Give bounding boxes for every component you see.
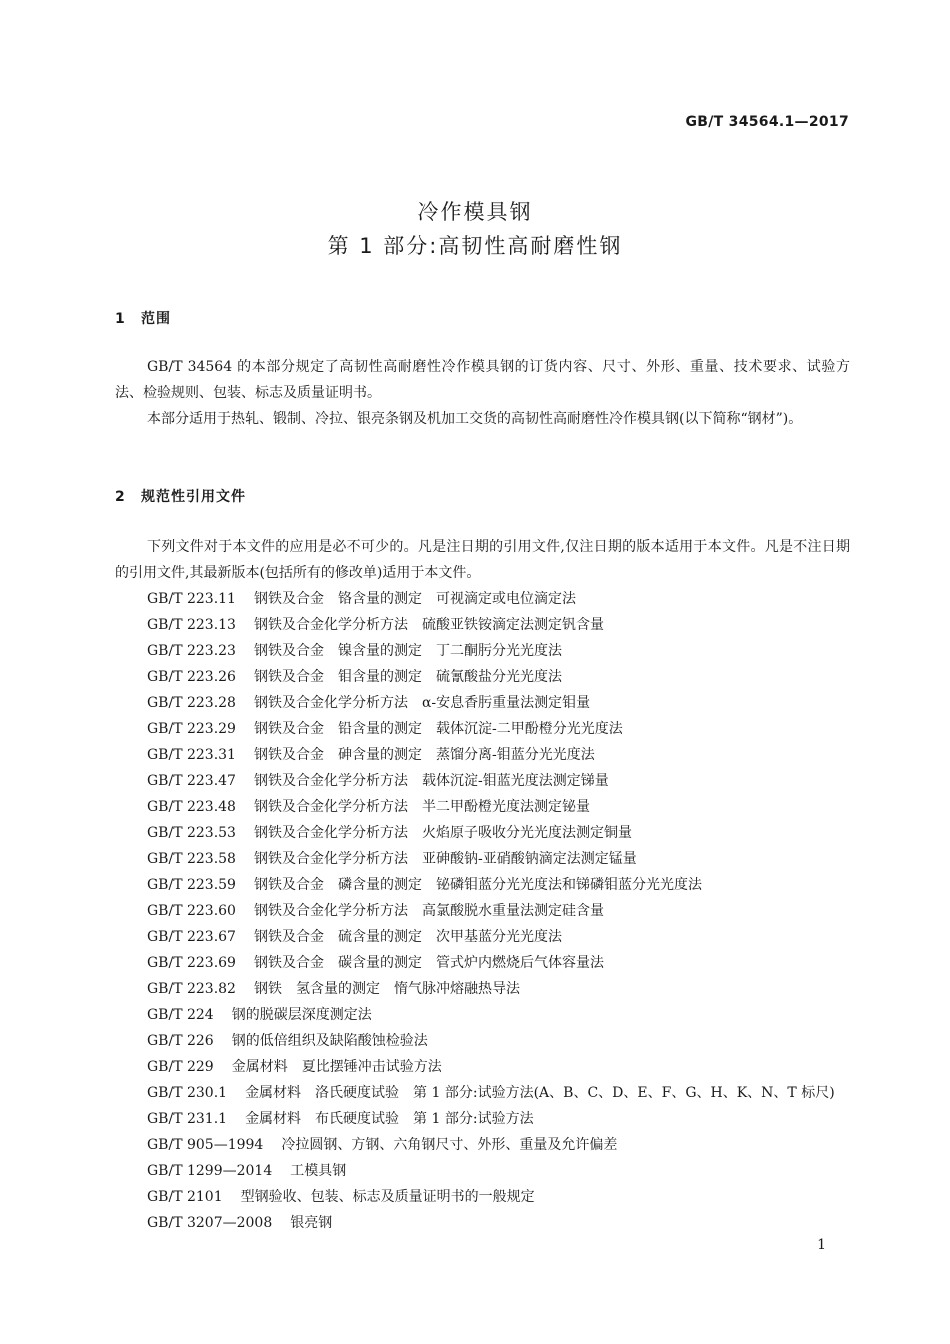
reference-code: GB/T 231.1 [147,1111,228,1127]
reference-code: GB/T 223.48 [147,799,236,815]
reference-code: GB/T 223.26 [147,669,236,685]
reference-code: GB/T 3207—2008 [147,1215,273,1231]
reference-title: 钢铁及合金 镍含量的测定 丁二酮肟分光光度法 [253,643,562,659]
reference-item [147,664,835,690]
reference-title: 型钢验收、包装、标志及质量证明书的一般规定 [240,1189,535,1205]
reference-title: 钢铁及合金化学分析方法 亚砷酸钠-亚硝酸钠滴定法测定锰量 [253,851,637,867]
reference-item [147,872,835,898]
reference-title: 钢铁及合金 砷含量的测定 蒸馏分离-钼蓝分光光度法 [253,747,595,763]
reference-title: 钢铁及合金 碳含量的测定 管式炉内燃烧后气体容量法 [253,955,604,971]
section-number: 2 [115,489,126,505]
reference-code: GB/T 223.47 [147,773,236,789]
reference-code: GB/T 223.13 [147,617,236,633]
reference-item [147,1080,835,1106]
reference-code: GB/T 2101 [147,1189,223,1205]
reference-code: GB/T 224 [147,1007,214,1023]
title-line-1: 冷作模具钢 [417,200,533,224]
section-title: 范围 [141,311,171,327]
reference-code: GB/T 223.11 [147,591,236,607]
page-number: 1 [817,1237,826,1253]
reference-code: GB/T 223.67 [147,929,236,945]
reference-title: 钢铁及合金 钼含量的测定 硫氰酸盐分光光度法 [253,669,562,685]
reference-title: 冷拉圆钢、方钢、六角钢尺寸、外形、重量及允许偏差 [281,1137,618,1153]
reference-code: GB/T 223.60 [147,903,236,919]
reference-title: 金属材料 夏比摆锤冲击试验方法 [231,1059,442,1075]
scope-paragraph-1: GB/T 34564 的本部分规定了高韧性高耐磨性冷作模具钢的订货内容、尺寸、外形、重量、技术要求、试验方法、检验规则、包装、标志及质量证明书。 [115,359,850,401]
title-line-2: 第 1 部分:高韧性高耐磨性钢 [327,234,623,258]
scope-paragraph-2: 本部分适用于热轧、锻制、冷拉、银亮条钢及机加工交货的高韧性高耐磨性冷作模具钢(以下简称“钢材”)。 [147,411,803,427]
reference-code: GB/T 229 [147,1059,214,1075]
reference-code: GB/T 223.29 [147,721,236,737]
reference-item [147,742,835,768]
reference-code: GB/T 223.23 [147,643,236,659]
reference-item [147,716,835,742]
reference-title: 银亮钢 [290,1215,333,1231]
reference-code: GB/T 223.82 [147,981,236,997]
reference-title: 钢铁及合金 铬含量的测定 可视滴定或电位滴定法 [253,591,576,607]
reference-item [147,846,835,872]
reference-item [147,586,835,612]
reference-title: 金属材料 洛氏硬度试验 第 1 部分:试验方法(A、B、C、D、E、F、G、H、K、N、T 标尺) [245,1085,835,1101]
reference-title: 钢铁及合金化学分析方法 火焰原子吸收分光光度法测定铜量 [253,825,632,841]
reference-item [147,1028,835,1054]
reference-code: GB/T 905—1994 [147,1137,264,1153]
section-heading-scope [115,308,171,328]
reference-title: 钢铁及合金化学分析方法 硫酸亚铁铵滴定法测定钒含量 [253,617,604,633]
reference-item [147,1002,835,1028]
section-heading-normative-references [115,486,246,506]
reference-code: GB/T 1299—2014 [147,1163,273,1179]
reference-code: GB/T 223.28 [147,695,236,711]
reference-item [147,1054,835,1080]
reference-title: 钢铁及合金化学分析方法 载体沉淀-钼蓝光度法测定锑量 [253,773,609,789]
reference-code: GB/T 223.31 [147,747,236,763]
reference-item [147,1210,835,1236]
reference-item [147,1184,835,1210]
reference-code: GB/T 230.1 [147,1085,228,1101]
reference-title: 钢铁 氢含量的测定 惰气脉冲熔融热导法 [253,981,520,997]
reference-item [147,898,835,924]
reference-title: 钢铁及合金化学分析方法 半二甲酚橙光度法测定铋量 [253,799,590,815]
reference-code: GB/T 223.53 [147,825,236,841]
references-intro-paragraph: 下列文件对于本文件的应用是必不可少的。凡是注日期的引用文件,仅注日期的版本适用于本文件。凡是不注日期的引用文件,其最新版本(包括所有的修改单)适用于本文件。 [115,539,850,581]
reference-item [147,690,835,716]
reference-title: 钢铁及合金 磷含量的测定 铋磷钼蓝分光光度法和锑磷钼蓝分光光度法 [253,877,702,893]
reference-title: 金属材料 布氏硬度试验 第 1 部分:试验方法 [245,1111,534,1127]
reference-item [147,976,835,1002]
reference-code: GB/T 223.69 [147,955,236,971]
reference-title: 钢铁及合金化学分析方法 高氯酸脱水重量法测定硅含量 [253,903,604,919]
reference-title: 钢铁及合金 铅含量的测定 载体沉淀-二甲酚橙分光光度法 [253,721,623,737]
reference-item [147,794,835,820]
reference-item [147,1158,835,1184]
reference-item [147,612,835,638]
reference-item [147,1106,835,1132]
reference-item [147,924,835,950]
reference-title: 钢的低倍组织及缺陷酸蚀检验法 [231,1033,428,1049]
reference-title: 钢铁及合金 硫含量的测定 次甲基蓝分光光度法 [253,929,562,945]
reference-title: 钢铁及合金化学分析方法 α-安息香肟重量法测定钼量 [253,695,591,711]
reference-code: GB/T 223.58 [147,851,236,867]
reference-title: 工模具钢 [290,1163,347,1179]
reference-item [147,950,835,976]
section-title: 规范性引用文件 [141,489,246,505]
reference-item [147,638,835,664]
standard-code: GB/T 34564.1—2017 [685,114,849,130]
reference-item [147,820,835,846]
reference-item [147,1132,835,1158]
section-number: 1 [115,311,126,327]
reference-title: 钢的脱碳层深度测定法 [231,1007,372,1023]
reference-code: GB/T 226 [147,1033,214,1049]
reference-code: GB/T 223.59 [147,877,236,893]
reference-list [147,586,835,1236]
reference-item [147,768,835,794]
